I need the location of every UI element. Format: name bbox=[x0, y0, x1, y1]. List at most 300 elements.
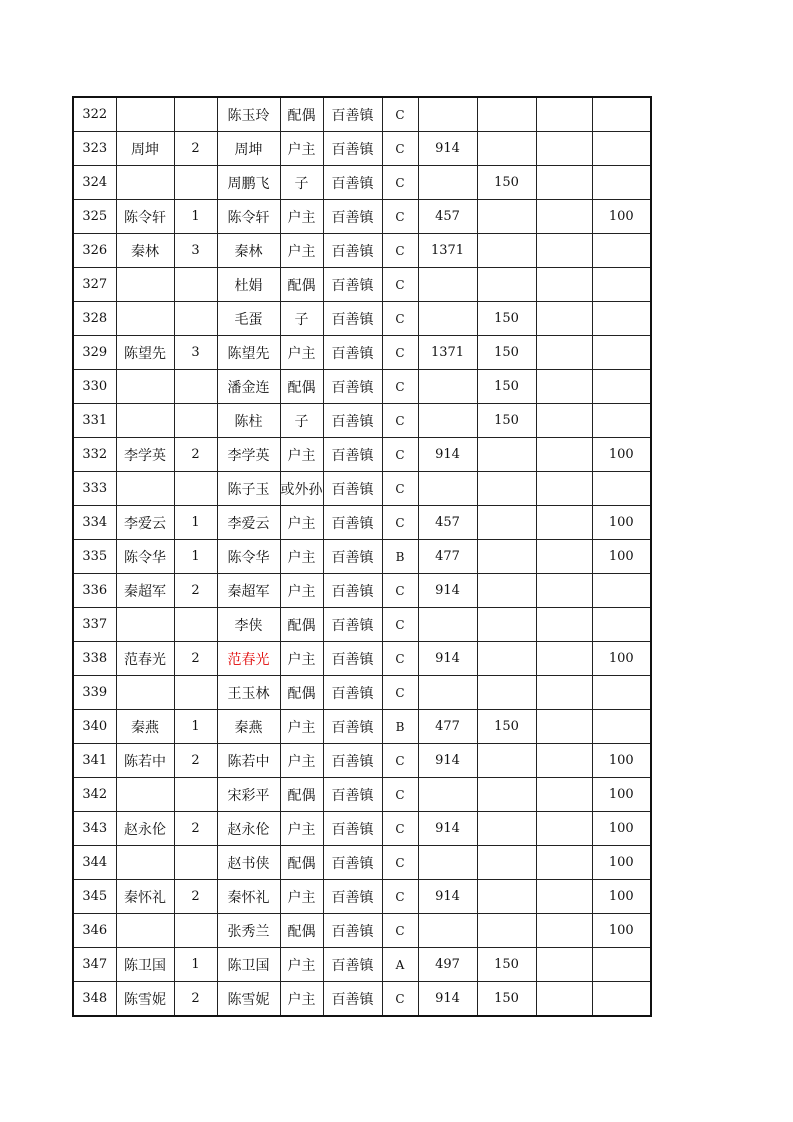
table-row bbox=[73, 234, 651, 268]
table-row bbox=[73, 404, 651, 438]
row-number-cell: 330 bbox=[73, 370, 116, 404]
table-row bbox=[73, 370, 651, 404]
household-size-cell: 1 bbox=[174, 540, 217, 574]
amount-3-cell bbox=[536, 676, 592, 710]
amount-2-cell: 150 bbox=[477, 710, 536, 744]
amount-1-cell bbox=[418, 778, 477, 812]
row-number-cell: 329 bbox=[73, 336, 116, 370]
relation-cell: 户主 bbox=[280, 880, 323, 914]
relation-cell: 配偶 bbox=[280, 370, 323, 404]
row-number-cell: 337 bbox=[73, 608, 116, 642]
amount-3-cell bbox=[536, 948, 592, 982]
household-head-cell bbox=[116, 846, 174, 880]
member-name-cell: 周坤 bbox=[217, 132, 280, 166]
amount-4-cell: 100 bbox=[592, 744, 651, 778]
household-head-cell bbox=[116, 778, 174, 812]
household-size-cell: 1 bbox=[174, 710, 217, 744]
amount-4-cell bbox=[592, 336, 651, 370]
town-cell: 百善镇 bbox=[323, 438, 382, 472]
relation-cell: 户主 bbox=[280, 336, 323, 370]
table-row bbox=[73, 744, 651, 778]
household-size-cell bbox=[174, 370, 217, 404]
household-head-cell bbox=[116, 268, 174, 302]
amount-4-cell: 100 bbox=[592, 200, 651, 234]
member-name-cell: 秦超军 bbox=[217, 574, 280, 608]
household-head-cell bbox=[116, 404, 174, 438]
amount-1-cell: 914 bbox=[418, 132, 477, 166]
household-head-cell: 范春光 bbox=[116, 642, 174, 676]
household-size-cell bbox=[174, 166, 217, 200]
town-cell: 百善镇 bbox=[323, 812, 382, 846]
table-row bbox=[73, 914, 651, 948]
relation-cell: 户主 bbox=[280, 540, 323, 574]
household-head-cell: 秦怀礼 bbox=[116, 880, 174, 914]
level-cell: C bbox=[382, 472, 418, 506]
table-row bbox=[73, 642, 651, 676]
amount-3-cell bbox=[536, 438, 592, 472]
household-size-cell: 1 bbox=[174, 200, 217, 234]
level-cell: A bbox=[382, 948, 418, 982]
level-cell: C bbox=[382, 438, 418, 472]
amount-1-cell: 914 bbox=[418, 438, 477, 472]
level-cell: C bbox=[382, 506, 418, 540]
amount-2-cell: 150 bbox=[477, 302, 536, 336]
amount-4-cell bbox=[592, 676, 651, 710]
amount-4-cell bbox=[592, 97, 651, 132]
member-name-cell: 陈望先 bbox=[217, 336, 280, 370]
amount-4-cell bbox=[592, 948, 651, 982]
row-number-cell: 348 bbox=[73, 982, 116, 1017]
amount-1-cell bbox=[418, 846, 477, 880]
amount-1-cell: 457 bbox=[418, 200, 477, 234]
amount-2-cell bbox=[477, 200, 536, 234]
amount-3-cell bbox=[536, 200, 592, 234]
row-number-cell: 347 bbox=[73, 948, 116, 982]
table-row bbox=[73, 506, 651, 540]
table-row bbox=[73, 948, 651, 982]
relation-cell: 配偶 bbox=[280, 608, 323, 642]
town-cell: 百善镇 bbox=[323, 880, 382, 914]
amount-2-cell bbox=[477, 642, 536, 676]
level-cell: C bbox=[382, 132, 418, 166]
amount-2-cell: 150 bbox=[477, 948, 536, 982]
level-cell: B bbox=[382, 540, 418, 574]
table-row bbox=[73, 880, 651, 914]
amount-4-cell bbox=[592, 302, 651, 336]
relation-cell: 户主 bbox=[280, 506, 323, 540]
relation-cell: 户主 bbox=[280, 642, 323, 676]
household-size-cell bbox=[174, 608, 217, 642]
amount-4-cell bbox=[592, 472, 651, 506]
amount-4-cell bbox=[592, 234, 651, 268]
member-name-cell: 秦燕 bbox=[217, 710, 280, 744]
relation-cell: 子 bbox=[280, 302, 323, 336]
level-cell: C bbox=[382, 744, 418, 778]
member-name-cell: 潘金连 bbox=[217, 370, 280, 404]
household-head-cell bbox=[116, 676, 174, 710]
table-row bbox=[73, 812, 651, 846]
household-size-cell bbox=[174, 302, 217, 336]
member-name-cell: 赵书侠 bbox=[217, 846, 280, 880]
amount-3-cell bbox=[536, 846, 592, 880]
member-name-cell: 秦林 bbox=[217, 234, 280, 268]
amount-4-cell: 100 bbox=[592, 778, 651, 812]
member-name-cell: 周鹏飞 bbox=[217, 166, 280, 200]
table-row bbox=[73, 97, 651, 132]
town-cell: 百善镇 bbox=[323, 97, 382, 132]
household-size-cell: 2 bbox=[174, 880, 217, 914]
household-head-cell: 李学英 bbox=[116, 438, 174, 472]
relation-cell: 配偶 bbox=[280, 778, 323, 812]
level-cell: C bbox=[382, 234, 418, 268]
table-row bbox=[73, 268, 651, 302]
relation-cell: 子 bbox=[280, 166, 323, 200]
row-number-cell: 331 bbox=[73, 404, 116, 438]
table-row bbox=[73, 608, 651, 642]
household-size-cell: 1 bbox=[174, 506, 217, 540]
amount-2-cell bbox=[477, 97, 536, 132]
relation-cell: 或外孙 bbox=[280, 472, 323, 506]
household-size-cell bbox=[174, 472, 217, 506]
household-head-cell: 陈令华 bbox=[116, 540, 174, 574]
household-size-cell: 2 bbox=[174, 812, 217, 846]
household-head-cell: 李爱云 bbox=[116, 506, 174, 540]
amount-3-cell bbox=[536, 744, 592, 778]
level-cell: C bbox=[382, 574, 418, 608]
level-cell: C bbox=[382, 336, 418, 370]
amount-2-cell bbox=[477, 880, 536, 914]
member-name-cell: 李侠 bbox=[217, 608, 280, 642]
amount-3-cell bbox=[536, 574, 592, 608]
town-cell: 百善镇 bbox=[323, 336, 382, 370]
amount-1-cell bbox=[418, 676, 477, 710]
amount-1-cell: 914 bbox=[418, 880, 477, 914]
level-cell: C bbox=[382, 812, 418, 846]
town-cell: 百善镇 bbox=[323, 778, 382, 812]
row-number-cell: 328 bbox=[73, 302, 116, 336]
household-size-cell: 3 bbox=[174, 336, 217, 370]
amount-1-cell: 1371 bbox=[418, 336, 477, 370]
level-cell: C bbox=[382, 370, 418, 404]
level-cell: C bbox=[382, 200, 418, 234]
member-name-cell: 张秀兰 bbox=[217, 914, 280, 948]
household-size-cell: 2 bbox=[174, 642, 217, 676]
relation-cell: 户主 bbox=[280, 812, 323, 846]
row-number-cell: 326 bbox=[73, 234, 116, 268]
household-size-cell: 2 bbox=[174, 132, 217, 166]
row-number-cell: 327 bbox=[73, 268, 116, 302]
row-number-cell: 343 bbox=[73, 812, 116, 846]
table-body bbox=[73, 97, 651, 1016]
member-name-cell: 陈柱 bbox=[217, 404, 280, 438]
amount-1-cell bbox=[418, 166, 477, 200]
member-name-cell: 陈子玉 bbox=[217, 472, 280, 506]
household-size-cell bbox=[174, 914, 217, 948]
town-cell: 百善镇 bbox=[323, 574, 382, 608]
household-size-cell: 2 bbox=[174, 438, 217, 472]
row-number-cell: 338 bbox=[73, 642, 116, 676]
level-cell: C bbox=[382, 97, 418, 132]
household-head-cell bbox=[116, 302, 174, 336]
household-size-cell bbox=[174, 97, 217, 132]
member-name-cell: 陈雪妮 bbox=[217, 982, 280, 1017]
town-cell: 百善镇 bbox=[323, 744, 382, 778]
row-number-cell: 325 bbox=[73, 200, 116, 234]
level-cell: C bbox=[382, 166, 418, 200]
level-cell: C bbox=[382, 268, 418, 302]
amount-3-cell bbox=[536, 914, 592, 948]
household-head-cell: 秦林 bbox=[116, 234, 174, 268]
member-name-cell: 陈若中 bbox=[217, 744, 280, 778]
amount-3-cell bbox=[536, 97, 592, 132]
table-row bbox=[73, 132, 651, 166]
table-row bbox=[73, 710, 651, 744]
level-cell: C bbox=[382, 642, 418, 676]
table-row bbox=[73, 166, 651, 200]
amount-2-cell bbox=[477, 234, 536, 268]
household-head-cell: 陈若中 bbox=[116, 744, 174, 778]
amount-2-cell bbox=[477, 778, 536, 812]
relation-cell: 配偶 bbox=[280, 846, 323, 880]
member-name-cell: 李爱云 bbox=[217, 506, 280, 540]
row-number-cell: 332 bbox=[73, 438, 116, 472]
amount-3-cell bbox=[536, 608, 592, 642]
amount-1-cell: 477 bbox=[418, 710, 477, 744]
town-cell: 百善镇 bbox=[323, 472, 382, 506]
town-cell: 百善镇 bbox=[323, 948, 382, 982]
amount-3-cell bbox=[536, 268, 592, 302]
household-size-cell bbox=[174, 404, 217, 438]
amount-3-cell bbox=[536, 370, 592, 404]
household-head-cell: 陈卫国 bbox=[116, 948, 174, 982]
amount-4-cell bbox=[592, 710, 651, 744]
town-cell: 百善镇 bbox=[323, 132, 382, 166]
row-number-cell: 336 bbox=[73, 574, 116, 608]
table-row bbox=[73, 472, 651, 506]
amount-2-cell bbox=[477, 846, 536, 880]
household-size-cell bbox=[174, 778, 217, 812]
table-row bbox=[73, 778, 651, 812]
row-number-cell: 339 bbox=[73, 676, 116, 710]
member-name-cell: 陈玉玲 bbox=[217, 97, 280, 132]
amount-2-cell bbox=[477, 914, 536, 948]
amount-3-cell bbox=[536, 642, 592, 676]
amount-4-cell bbox=[592, 574, 651, 608]
amount-1-cell: 914 bbox=[418, 642, 477, 676]
relation-cell: 配偶 bbox=[280, 97, 323, 132]
amount-2-cell: 150 bbox=[477, 404, 536, 438]
row-number-cell: 335 bbox=[73, 540, 116, 574]
amount-3-cell bbox=[536, 132, 592, 166]
household-head-cell bbox=[116, 166, 174, 200]
amount-2-cell bbox=[477, 540, 536, 574]
level-cell: C bbox=[382, 608, 418, 642]
amount-3-cell bbox=[536, 506, 592, 540]
town-cell: 百善镇 bbox=[323, 404, 382, 438]
table-row bbox=[73, 574, 651, 608]
amount-1-cell bbox=[418, 608, 477, 642]
amount-1-cell: 1371 bbox=[418, 234, 477, 268]
level-cell: C bbox=[382, 778, 418, 812]
town-cell: 百善镇 bbox=[323, 268, 382, 302]
amount-1-cell: 477 bbox=[418, 540, 477, 574]
level-cell: C bbox=[382, 880, 418, 914]
table-row bbox=[73, 438, 651, 472]
amount-2-cell bbox=[477, 676, 536, 710]
amount-3-cell bbox=[536, 166, 592, 200]
amount-3-cell bbox=[536, 540, 592, 574]
amount-1-cell: 914 bbox=[418, 744, 477, 778]
household-head-cell: 陈望先 bbox=[116, 336, 174, 370]
town-cell: 百善镇 bbox=[323, 608, 382, 642]
amount-3-cell bbox=[536, 778, 592, 812]
household-size-cell: 2 bbox=[174, 574, 217, 608]
amount-1-cell: 457 bbox=[418, 506, 477, 540]
amount-3-cell bbox=[536, 982, 592, 1017]
row-number-cell: 334 bbox=[73, 506, 116, 540]
level-cell: C bbox=[382, 914, 418, 948]
member-name-cell: 杜娟 bbox=[217, 268, 280, 302]
household-head-cell: 秦燕 bbox=[116, 710, 174, 744]
relation-cell: 配偶 bbox=[280, 914, 323, 948]
amount-2-cell bbox=[477, 472, 536, 506]
household-size-cell: 2 bbox=[174, 982, 217, 1017]
member-name-cell: 宋彩平 bbox=[217, 778, 280, 812]
household-head-cell bbox=[116, 370, 174, 404]
amount-4-cell bbox=[592, 132, 651, 166]
level-cell: C bbox=[382, 302, 418, 336]
table-row bbox=[73, 676, 651, 710]
amount-1-cell bbox=[418, 370, 477, 404]
level-cell: C bbox=[382, 404, 418, 438]
amount-4-cell: 100 bbox=[592, 540, 651, 574]
member-name-cell: 王玉林 bbox=[217, 676, 280, 710]
town-cell: 百善镇 bbox=[323, 370, 382, 404]
town-cell: 百善镇 bbox=[323, 540, 382, 574]
amount-4-cell: 100 bbox=[592, 438, 651, 472]
amount-2-cell: 150 bbox=[477, 166, 536, 200]
relation-cell: 户主 bbox=[280, 438, 323, 472]
row-number-cell: 324 bbox=[73, 166, 116, 200]
row-number-cell: 346 bbox=[73, 914, 116, 948]
amount-2-cell bbox=[477, 744, 536, 778]
town-cell: 百善镇 bbox=[323, 676, 382, 710]
town-cell: 百善镇 bbox=[323, 302, 382, 336]
household-head-cell: 陈雪妮 bbox=[116, 982, 174, 1017]
level-cell: C bbox=[382, 676, 418, 710]
household-size-cell: 3 bbox=[174, 234, 217, 268]
amount-2-cell bbox=[477, 574, 536, 608]
level-cell: C bbox=[382, 846, 418, 880]
household-table bbox=[72, 96, 652, 1017]
table-row bbox=[73, 540, 651, 574]
row-number-cell: 333 bbox=[73, 472, 116, 506]
relation-cell: 户主 bbox=[280, 234, 323, 268]
amount-4-cell: 100 bbox=[592, 506, 651, 540]
amount-4-cell: 100 bbox=[592, 846, 651, 880]
level-cell: C bbox=[382, 982, 418, 1017]
household-size-cell: 1 bbox=[174, 948, 217, 982]
town-cell: 百善镇 bbox=[323, 914, 382, 948]
amount-2-cell bbox=[477, 132, 536, 166]
town-cell: 百善镇 bbox=[323, 506, 382, 540]
amount-1-cell bbox=[418, 914, 477, 948]
town-cell: 百善镇 bbox=[323, 234, 382, 268]
relation-cell: 户主 bbox=[280, 744, 323, 778]
amount-2-cell bbox=[477, 608, 536, 642]
table-row bbox=[73, 846, 651, 880]
household-size-cell: 2 bbox=[174, 744, 217, 778]
member-name-cell: 毛蛋 bbox=[217, 302, 280, 336]
amount-4-cell: 100 bbox=[592, 880, 651, 914]
amount-1-cell bbox=[418, 472, 477, 506]
household-head-cell bbox=[116, 97, 174, 132]
row-number-cell: 341 bbox=[73, 744, 116, 778]
amount-4-cell: 100 bbox=[592, 642, 651, 676]
amount-2-cell bbox=[477, 506, 536, 540]
row-number-cell: 342 bbox=[73, 778, 116, 812]
household-head-cell bbox=[116, 914, 174, 948]
amount-1-cell: 914 bbox=[418, 812, 477, 846]
relation-cell: 配偶 bbox=[280, 676, 323, 710]
member-name-cell: 范春光 bbox=[217, 642, 280, 676]
household-head-cell bbox=[116, 608, 174, 642]
town-cell: 百善镇 bbox=[323, 166, 382, 200]
table-row bbox=[73, 200, 651, 234]
household-head-cell bbox=[116, 472, 174, 506]
town-cell: 百善镇 bbox=[323, 710, 382, 744]
member-name-cell: 陈令华 bbox=[217, 540, 280, 574]
relation-cell: 户主 bbox=[280, 948, 323, 982]
amount-1-cell: 914 bbox=[418, 982, 477, 1017]
row-number-cell: 344 bbox=[73, 846, 116, 880]
amount-3-cell bbox=[536, 336, 592, 370]
amount-2-cell bbox=[477, 812, 536, 846]
member-name-cell: 赵永伦 bbox=[217, 812, 280, 846]
table-row bbox=[73, 302, 651, 336]
amount-4-cell bbox=[592, 608, 651, 642]
relation-cell: 户主 bbox=[280, 132, 323, 166]
household-size-cell bbox=[174, 268, 217, 302]
amount-2-cell: 150 bbox=[477, 982, 536, 1017]
household-head-cell: 赵永伦 bbox=[116, 812, 174, 846]
household-head-cell: 秦超军 bbox=[116, 574, 174, 608]
relation-cell: 子 bbox=[280, 404, 323, 438]
amount-1-cell bbox=[418, 302, 477, 336]
relation-cell: 户主 bbox=[280, 574, 323, 608]
amount-1-cell bbox=[418, 404, 477, 438]
amount-3-cell bbox=[536, 472, 592, 506]
table-row bbox=[73, 982, 651, 1017]
row-number-cell: 323 bbox=[73, 132, 116, 166]
relation-cell: 户主 bbox=[280, 200, 323, 234]
amount-4-cell bbox=[592, 982, 651, 1017]
member-name-cell: 秦怀礼 bbox=[217, 880, 280, 914]
table-row bbox=[73, 336, 651, 370]
amount-2-cell bbox=[477, 268, 536, 302]
town-cell: 百善镇 bbox=[323, 846, 382, 880]
relation-cell: 配偶 bbox=[280, 268, 323, 302]
level-cell: B bbox=[382, 710, 418, 744]
amount-3-cell bbox=[536, 880, 592, 914]
amount-4-cell: 100 bbox=[592, 812, 651, 846]
amount-4-cell: 100 bbox=[592, 914, 651, 948]
amount-2-cell bbox=[477, 438, 536, 472]
row-number-cell: 345 bbox=[73, 880, 116, 914]
household-size-cell bbox=[174, 676, 217, 710]
amount-1-cell: 497 bbox=[418, 948, 477, 982]
household-size-cell bbox=[174, 846, 217, 880]
